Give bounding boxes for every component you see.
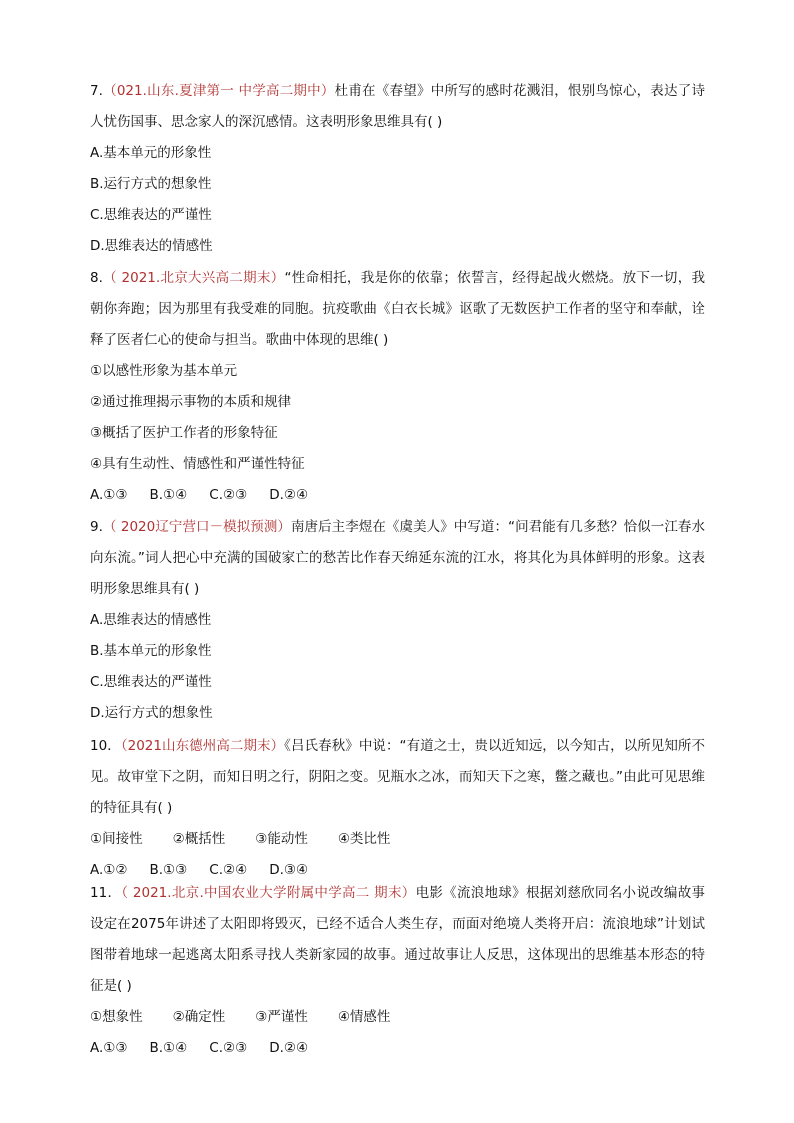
answer-choices — [90, 480, 705, 511]
option-c: C.思维表达的严谨性 — [90, 207, 212, 223]
question-source: （021.山东.夏津第一 中学高二期中） — [102, 83, 335, 99]
question-number: 10． — [90, 738, 121, 754]
answer-c: C.②③ — [209, 487, 248, 503]
question-stem — [90, 878, 705, 1002]
answer-d: D.②④ — [269, 1040, 309, 1056]
statement-3: ③严谨性 — [255, 1009, 308, 1025]
statement-4: ④具有生动性、情感性和严谨性特征 — [90, 456, 305, 472]
option-d: D.运行方式的想象性 — [90, 705, 213, 721]
answer-b: B.①④ — [149, 1040, 188, 1056]
question-number: 9. — [90, 519, 103, 535]
statement-4: ④类比性 — [337, 831, 391, 847]
answer-c: C.②③ — [209, 1040, 248, 1056]
statement-1: ①想象性 — [90, 1009, 143, 1025]
question-text: 杜甫在《春望》中所写的感时花溅泪，恨别鸟惊心，表达了诗人忧伤国事、思念家人的深沉感情。这表明形象思维具有( ) — [90, 83, 705, 130]
statement-2: ②确定性 — [172, 1009, 226, 1025]
option-c: C.思维表达的严谨性 — [90, 674, 212, 690]
question-source: （ 2020辽宁营口－模拟预测） — [102, 519, 291, 535]
option-d: D.思维表达的情感性 — [90, 238, 213, 254]
question-number: 11． — [90, 885, 122, 901]
answer-d: D.②④ — [269, 487, 309, 503]
question-text: 《吕氏春秋》中说：“有道之士，贵以近知远，以今知古，以所见知所不见。故审堂下之阴，而知日明之行，阴阳之变。见瓶水之冰，而知天下之寒，鳖之藏也。”由此可见思维的特征具有( ) — [90, 738, 705, 816]
option-b: B.基本单元的形象性 — [90, 643, 212, 659]
statement-2: ②概括性 — [172, 831, 226, 847]
answer-a: A.①③ — [90, 1040, 128, 1056]
question-number: 8. — [90, 270, 103, 286]
answer-choices — [90, 1033, 705, 1064]
question-9 — [90, 512, 705, 729]
question-7 — [90, 76, 705, 262]
question-source: （2021山东德州高二期末） — [120, 738, 285, 754]
option-a: A.思维表达的情感性 — [90, 612, 212, 628]
statement-1: ①间接性 — [90, 831, 143, 847]
statement-row — [90, 1002, 705, 1033]
question-text: 电影《流浪地球》根据刘慈欣同名小说改编故事设定在2075年讲述了太阳即将毁灭，已经不适合人类生存，而面对绝境人类将开启：流浪地球”计划试图带着地球一起逃离太阳系寻找人类新家园的故事。通过故事让人反思，这体现出的思维基本形态的特征是( ) — [90, 885, 706, 994]
option-b: B.运行方式的想象性 — [90, 176, 212, 192]
question-stem — [90, 263, 705, 356]
statement-3: ③能动性 — [255, 831, 308, 847]
statement-3: ③概括了医护工作者的形象特征 — [90, 425, 278, 441]
question-8 — [90, 263, 705, 511]
question-text: “性命相托，我是你的依靠；依誓言，经得起战火燃烧。放下一切，我朝你奔跑；因为那里有我受难的同胞。抗疫歌曲《白衣长城》讴歌了无数医护工作者的坚守和奉献，诠释了医者仁心的使命与担当。歌曲中体现的思维( ) — [90, 270, 705, 348]
statement-1: ①以感性形象为基本单元 — [90, 363, 238, 379]
question-number: 7. — [90, 83, 103, 99]
question-source: （ 2021.北京.中国农业大学附属中学高二 期末） — [121, 885, 416, 901]
question-10 — [90, 731, 705, 886]
answer-b: B.①④ — [149, 487, 188, 503]
statement-row — [90, 824, 705, 855]
answer-a: A.①② — [90, 862, 128, 878]
statement-2: ②通过推理揭示事物的本质和规律 — [90, 394, 292, 410]
question-11 — [90, 878, 705, 1064]
answer-c: C.②④ — [209, 862, 248, 878]
question-stem — [90, 76, 705, 138]
question-text: 南唐后主李煜在《虞美人》中写道：“问君能有几多愁？恰似一江春水向东流。”词人把心中充满的国破家亡的愁苦比作春天绵延东流的江水，将其化为具体鲜明的形象。这表明形象思维具有( ) — [90, 519, 705, 597]
question-stem — [90, 731, 705, 824]
option-a: A.基本单元的形象性 — [90, 145, 212, 161]
statement-4: ④情感性 — [337, 1009, 391, 1025]
question-source: （ 2021.北京大兴高二期末） — [102, 270, 285, 286]
question-stem — [90, 512, 705, 605]
answer-a: A.①③ — [90, 487, 128, 503]
answer-d: D.③④ — [269, 862, 309, 878]
answer-b: B.①③ — [149, 862, 188, 878]
